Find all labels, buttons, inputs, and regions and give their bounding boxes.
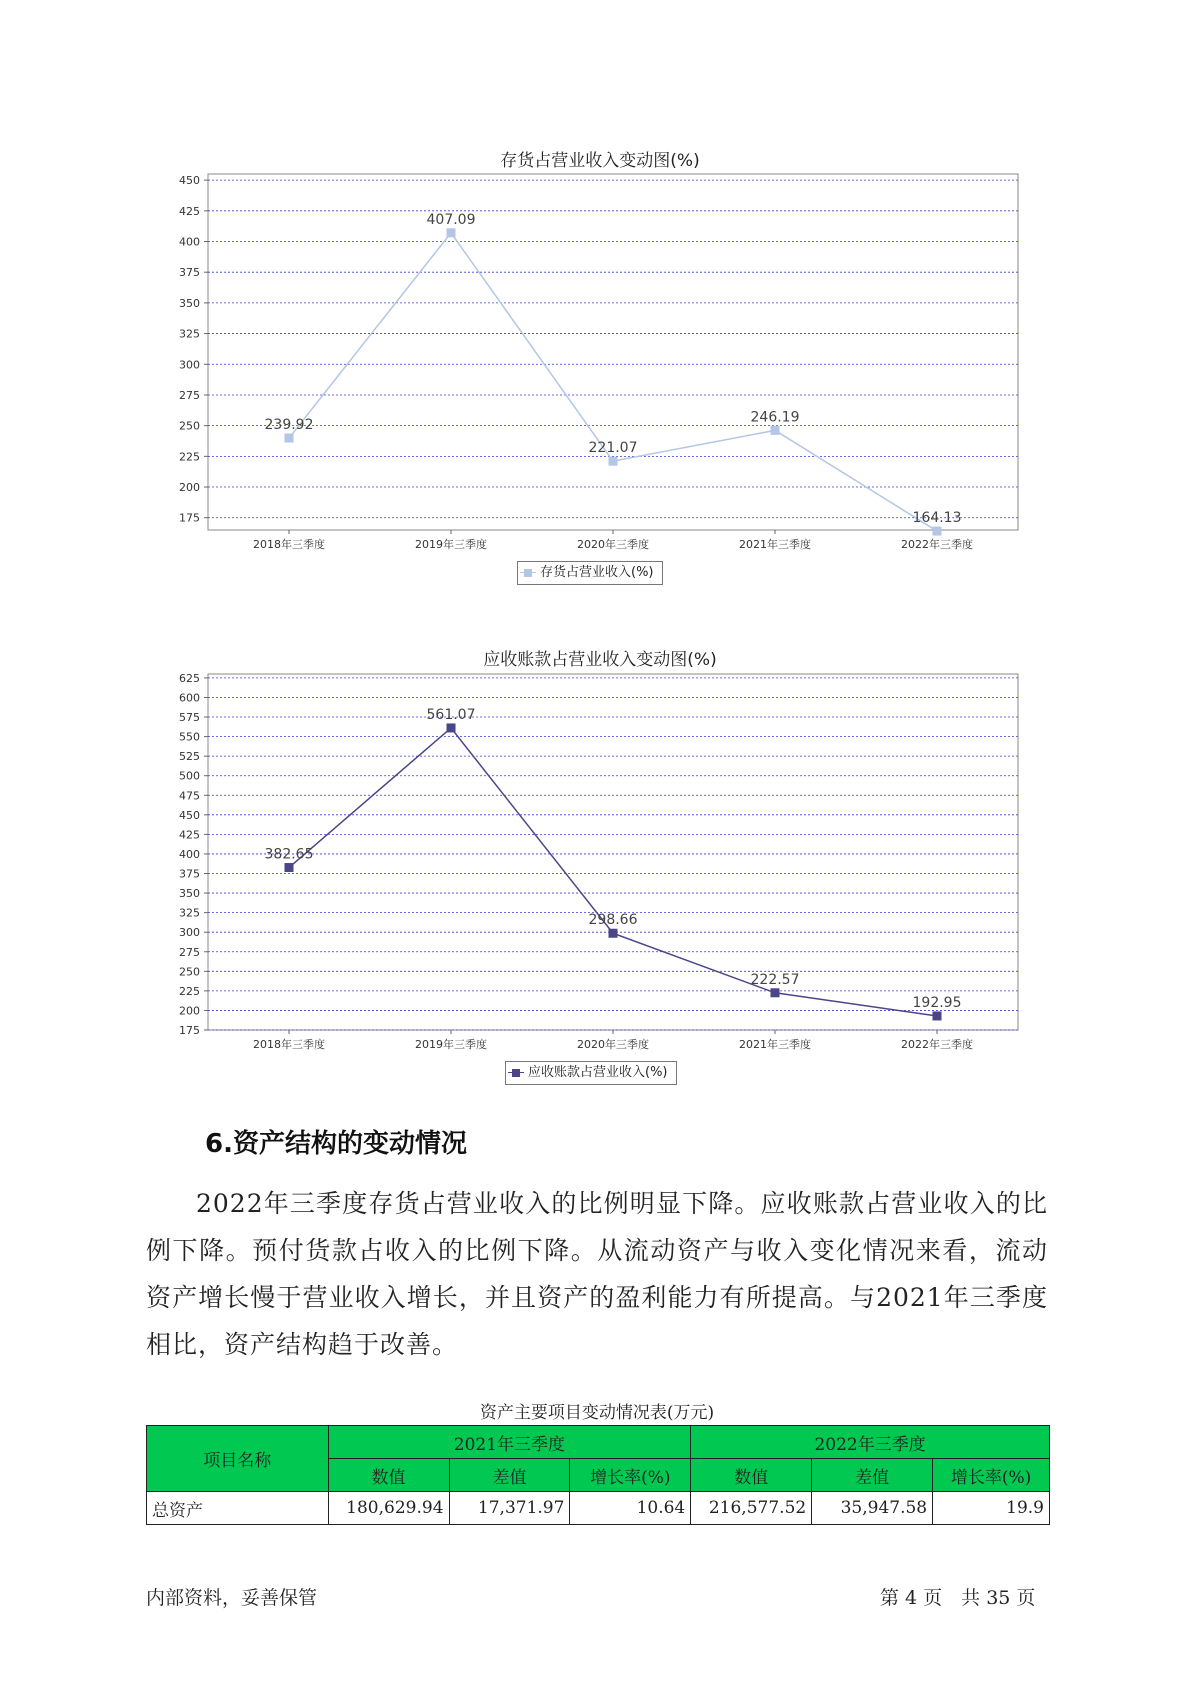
y-tick-label: 375 [179,867,200,881]
footer-page-number: 第 4 页 共 35 页 [880,1587,1036,1609]
col-value-2022: 数值 [691,1459,812,1492]
receivables-chart-title: 应收账款占营业收入变动图(%) [483,650,717,670]
legend-marker-icon [524,569,532,577]
data-label: 222.57 [750,971,800,988]
y-tick-label: 325 [179,327,200,341]
y-tick-label: 625 [179,671,200,685]
cell: 19.9 [933,1492,1050,1525]
data-label: 239.92 [264,417,314,434]
col-growth-2021: 增长率(%) [570,1459,691,1492]
receivables-chart-legend [505,1061,677,1085]
data-point [933,527,942,536]
col-group-2021: 2021年三季度 [328,1426,691,1459]
data-point [447,228,456,237]
cell: 180,629.94 [328,1492,449,1525]
x-tick-label: 2018年三季度 [253,1038,325,1051]
y-tick-label: 375 [179,266,200,280]
inventory-chart-legend [517,561,663,585]
y-tick-label: 200 [179,481,200,495]
data-label: 561.07 [426,706,476,723]
table-row [147,1492,1050,1525]
data-label: 192.95 [912,994,962,1011]
y-tick-label: 400 [179,235,200,249]
y-tick-label: 600 [179,691,200,705]
col-value-2021: 数值 [328,1459,449,1492]
y-tick-label: 450 [179,808,200,822]
x-tick-label: 2020年三季度 [577,1038,649,1051]
plot-area [208,674,1018,1030]
data-point [771,426,780,435]
data-point [285,863,294,872]
y-tick-label: 450 [179,174,200,188]
y-tick-label: 200 [179,1004,200,1018]
data-point [771,988,780,997]
data-label: 164.13 [912,510,962,527]
x-tick-label: 2021年三季度 [739,538,811,551]
table-header-row [147,1426,1050,1459]
y-tick-label: 300 [179,926,200,940]
data-label: 221.07 [588,440,638,457]
x-tick-label: 2019年三季度 [415,1038,487,1051]
x-tick-label: 2021年三季度 [739,1038,811,1051]
y-tick-label: 275 [179,945,200,959]
y-tick-label: 225 [179,450,200,464]
cell: 10.64 [570,1492,691,1525]
y-tick-label: 225 [179,984,200,998]
y-tick-label: 350 [179,296,200,310]
y-tick-label: 250 [179,965,200,979]
y-tick-label: 325 [179,906,200,920]
plot-area [208,174,1018,530]
inventory-chart-title: 存货占营业收入变动图(%) [500,151,700,171]
cell: 35,947.58 [812,1492,933,1525]
col-item-name: 项目名称 [147,1426,329,1492]
col-group-2022: 2022年三季度 [691,1426,1050,1459]
footer-confidential: 内部资料，妥善保管 [146,1587,318,1609]
y-tick-label: 500 [179,769,200,783]
data-label: 382.65 [264,846,314,863]
y-tick-label: 550 [179,730,200,744]
col-diff-2021: 差值 [449,1459,570,1492]
section-heading: 6.资产结构的变动情况 [205,1129,467,1159]
y-tick-label: 175 [179,1024,200,1037]
y-tick-label: 425 [179,828,200,842]
legend-marker-icon [512,1069,520,1077]
data-point [447,723,456,732]
x-tick-label: 2020年三季度 [577,538,649,551]
x-tick-label: 2022年三季度 [901,1038,973,1051]
y-tick-label: 350 [179,887,200,901]
data-point [609,457,618,466]
data-point [609,929,618,938]
y-tick-label: 275 [179,388,200,402]
data-label: 246.19 [750,409,800,426]
data-point [285,434,294,443]
x-tick-label: 2018年三季度 [253,538,325,551]
inventory-chart-plot [150,170,1050,590]
data-label: 298.66 [588,912,638,929]
section-paragraph: 2022年三季度存货占营业收入的比例明显下降。应收账款占营业收入的比例下降。预付货款占收入的比例下降。从流动资产与收入变化情况来看，流动资产增长慢于营业收入增长，并且资产的盈利能力有所提高。与2021年三季度相比，资产结构趋于改善。 [146,1189,1048,1359]
y-tick-label: 475 [179,789,200,803]
receivables-legend-label: 应收账款占营业收入(%) [528,1065,668,1080]
y-tick-label: 300 [179,358,200,372]
data-point [933,1011,942,1020]
inventory-chart [150,140,1050,590]
data-label: 407.09 [426,211,476,228]
receivables-chart [150,640,1050,1090]
assets-table [146,1425,1050,1525]
col-diff-2022: 差值 [812,1459,933,1492]
y-tick-label: 250 [179,419,200,433]
row-name: 总资产 [147,1492,329,1525]
y-tick-label: 175 [179,511,200,525]
y-tick-label: 425 [179,204,200,218]
inventory-legend-label: 存货占营业收入(%) [540,565,654,580]
table-caption: 资产主要项目变动情况表(万元) [479,1403,715,1423]
cell: 17,371.97 [449,1492,570,1525]
receivables-chart-plot [150,670,1050,1090]
y-tick-label: 575 [179,711,200,725]
y-tick-label: 525 [179,750,200,764]
cell: 216,577.52 [691,1492,812,1525]
y-tick-label: 400 [179,847,200,861]
x-tick-label: 2019年三季度 [415,538,487,551]
x-tick-label: 2022年三季度 [901,538,973,551]
col-growth-2022: 增长率(%) [933,1459,1050,1492]
